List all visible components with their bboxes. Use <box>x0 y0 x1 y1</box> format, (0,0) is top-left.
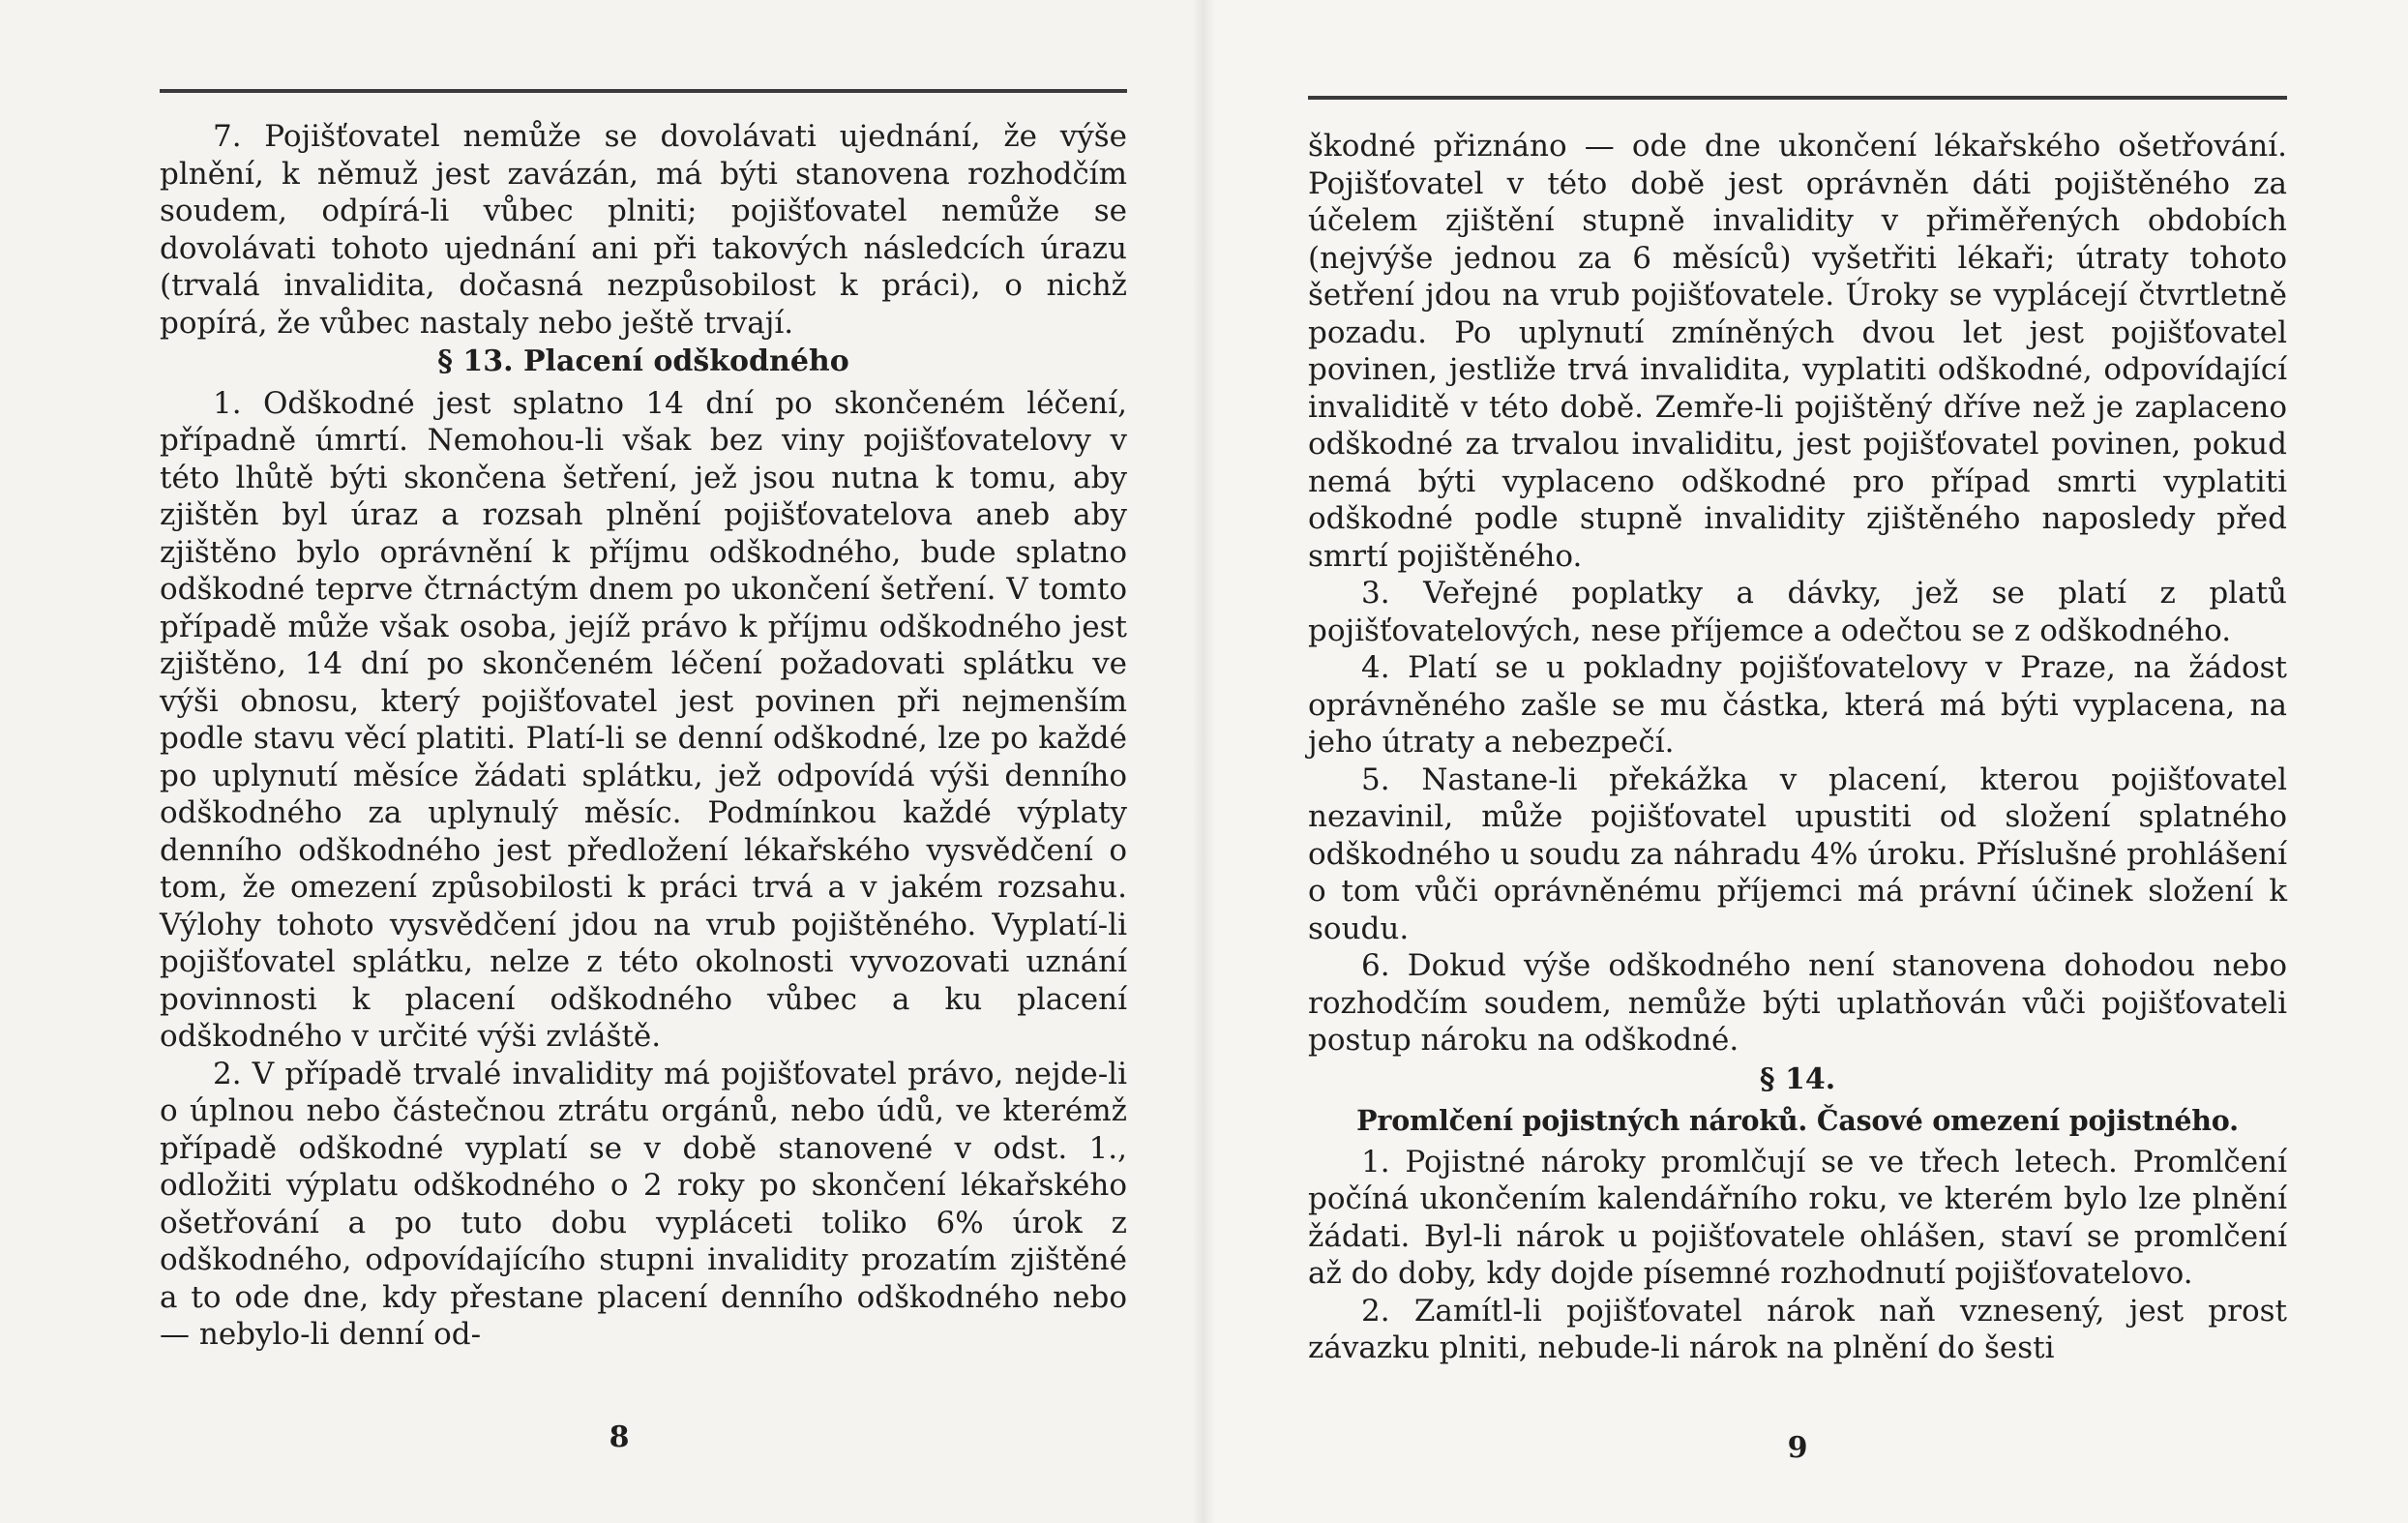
section-14-subheading: Promlčení pojistných nároků. Časové omezení pojistného. <box>1356 1104 2239 1137</box>
paragraph-5: 5. Nastane-li překážka v placení, kterou pojišťovatel nezavinil, může pojišťovatel upustiti od složení splatného odškodného u soudu za náhradu 4% úroku. Příslušné prohlášení o tom vůči oprávněnému příjemci má právní účinek složení k soudu. <box>1308 762 2287 946</box>
paragraph-s14-1: 1. Pojistné nároky promlčují se ve třech letech. Promlčení počíná ukončením kalendářního roku, ve kterém bylo lze plnění žádati. Byl-li nárok u pojišťovatele ohlášen, staví se promlčení až do doby, kdy dojde písemné rozhodnutí pojišťovatelovo. <box>1308 1144 2287 1291</box>
section-14-heading: § 14. <box>1759 1061 1836 1096</box>
paragraph-4: 4. Platí se u pokladny pojišťovatelovy v Praze, na žádost oprávněného zašle se mu částka, která má býti vyplacena, na jeho útraty a nebezpečí. <box>1308 650 2287 760</box>
paragraph-2: 2. V případě trvalé invalidity má pojišťovatel právo, nejde-li o úplnou nebo částečnou ztrátu orgánů, nebo údů, ve kterémž případě odškodné vyplatí se v době stanovené v odst. 1., odložiti výplatu odškodného o 2 roky po skončení lékařského ošetřování a po tuto dobu vypláceti toliko 6% úrok z odškodného, odpovídajícího stupni invalidity prozatím zjištěné a to ode dne, kdy přestane placení denního odškodného nebo — nebylo-li denní od- <box>160 1056 1127 1352</box>
top-rule <box>1308 96 2287 100</box>
section-13-heading: § 13. Placení odškodného <box>437 344 849 378</box>
paragraph-s14-2: 2. Zamítl-li pojišťovatel nárok naň vznesený, jest prost závazku plniti, nebude-li nárok na plnění do šesti <box>1308 1293 2287 1365</box>
book-gutter <box>1192 0 1215 1523</box>
page-number: 9 <box>1787 1431 1808 1465</box>
paragraph-1: 1. Odškodné jest splatno 14 dní po skončeném léčení, případně úmrtí. Nemohou-li však bez viny pojišťovatelovy v této lhůtě býti skončena šetření, jež jsou nutna k tomu, aby zjištěn byl úraz a rozsah plnění pojišťovatelova aneb aby zjištěno bylo oprávnění k příjmu odškodného, bude splatno odškodné teprve čtrnáctým dnem po ukončení šetření. V tomto případě může však osoba, jejíž právo k příjmu odškodného jest zjištěno, 14 dní po skončeném léčení požadovati splátku ve výši obnosu, který pojišťovatel jest povinen při nejmenším podle stavu věcí platiti. Platí-li se denní odškodné, lze po každé po uplynutí měsíce žádati splátku, jež odpovídá výši denního odškodného za uplynulý měsíc. Podmínkou každé výplaty denního odškodného jest předložení lékařského vysvědčení o tom, že omezení způsobilosti k práci trvá a v jakém rozsahu. Výlohy tohoto vysvědčení jdou na vrub pojištěného. Vyplatí-li pojišťovatel splátku, nelze z této okolnosti vyvozovati uznání povinnosti k placení odškodného vůbec a ku placení odškodného v určité výši zvláště. <box>160 385 1127 1054</box>
left-page-text <box>160 118 1127 1354</box>
top-rule <box>160 89 1127 93</box>
paragraph-6: 6. Dokud výše odškodného není stanovena dohodou nebo rozhodčím soudem, nemůže býti uplatňován vůči pojišťovateli postup nároku na odškodné. <box>1308 948 2287 1058</box>
paragraph-7: 7. Pojišťovatel nemůže se dovolávati ujednání, že výše plnění, k němuž jest zavázán, má býti stanovena rozhodčím soudem, odpírá-li vůbec plniti; pojišťovatel nemůže se dovolávati tohoto ujednání ani při takových následcích úrazu (trvalá invalidita, dočasná nezpůsobilost k práci), o nichž popírá, že vůbec nastaly nebo ještě trvají. <box>160 119 1127 341</box>
paragraph-3: 3. Veřejné poplatky a dávky, jež se platí z platů pojišťovatelových, nese příjemce a odečtou se z odškodného. <box>1308 576 2287 648</box>
right-page <box>1204 0 2408 1523</box>
right-page-text <box>1308 128 2287 1367</box>
paragraph-continued: škodné přiznáno — ode dne ukončení lékařského ošetřování. Pojišťovatel v této době jest oprávněn dáti pojištěného za účelem zjištění stupně invalidity v přiměřených obdobích (nejvýše jednou za 6 měsíců) vyšetřiti lékaři; útraty tohoto šetření jdou na vrub pojišťovatele. Úroky se vyplácejí čtvrtletně pozadu. Po uplynutí zmíněných dvou let jest pojišťovatel povinen, jestliže trvá invalidita, vyplatiti odškodné, odpovídající invaliditě v této době. Zemře-li pojištěný dříve než je zaplaceno odškodné za trvalou invaliditu, jest pojišťovatel povinen, pokud nemá býti vyplaceno odškodné pro případ smrti vyplatiti odškodné podle stupně invalidity zjištěného naposledy před smrtí pojištěného. <box>1308 129 2287 574</box>
page-number: 8 <box>609 1420 630 1454</box>
